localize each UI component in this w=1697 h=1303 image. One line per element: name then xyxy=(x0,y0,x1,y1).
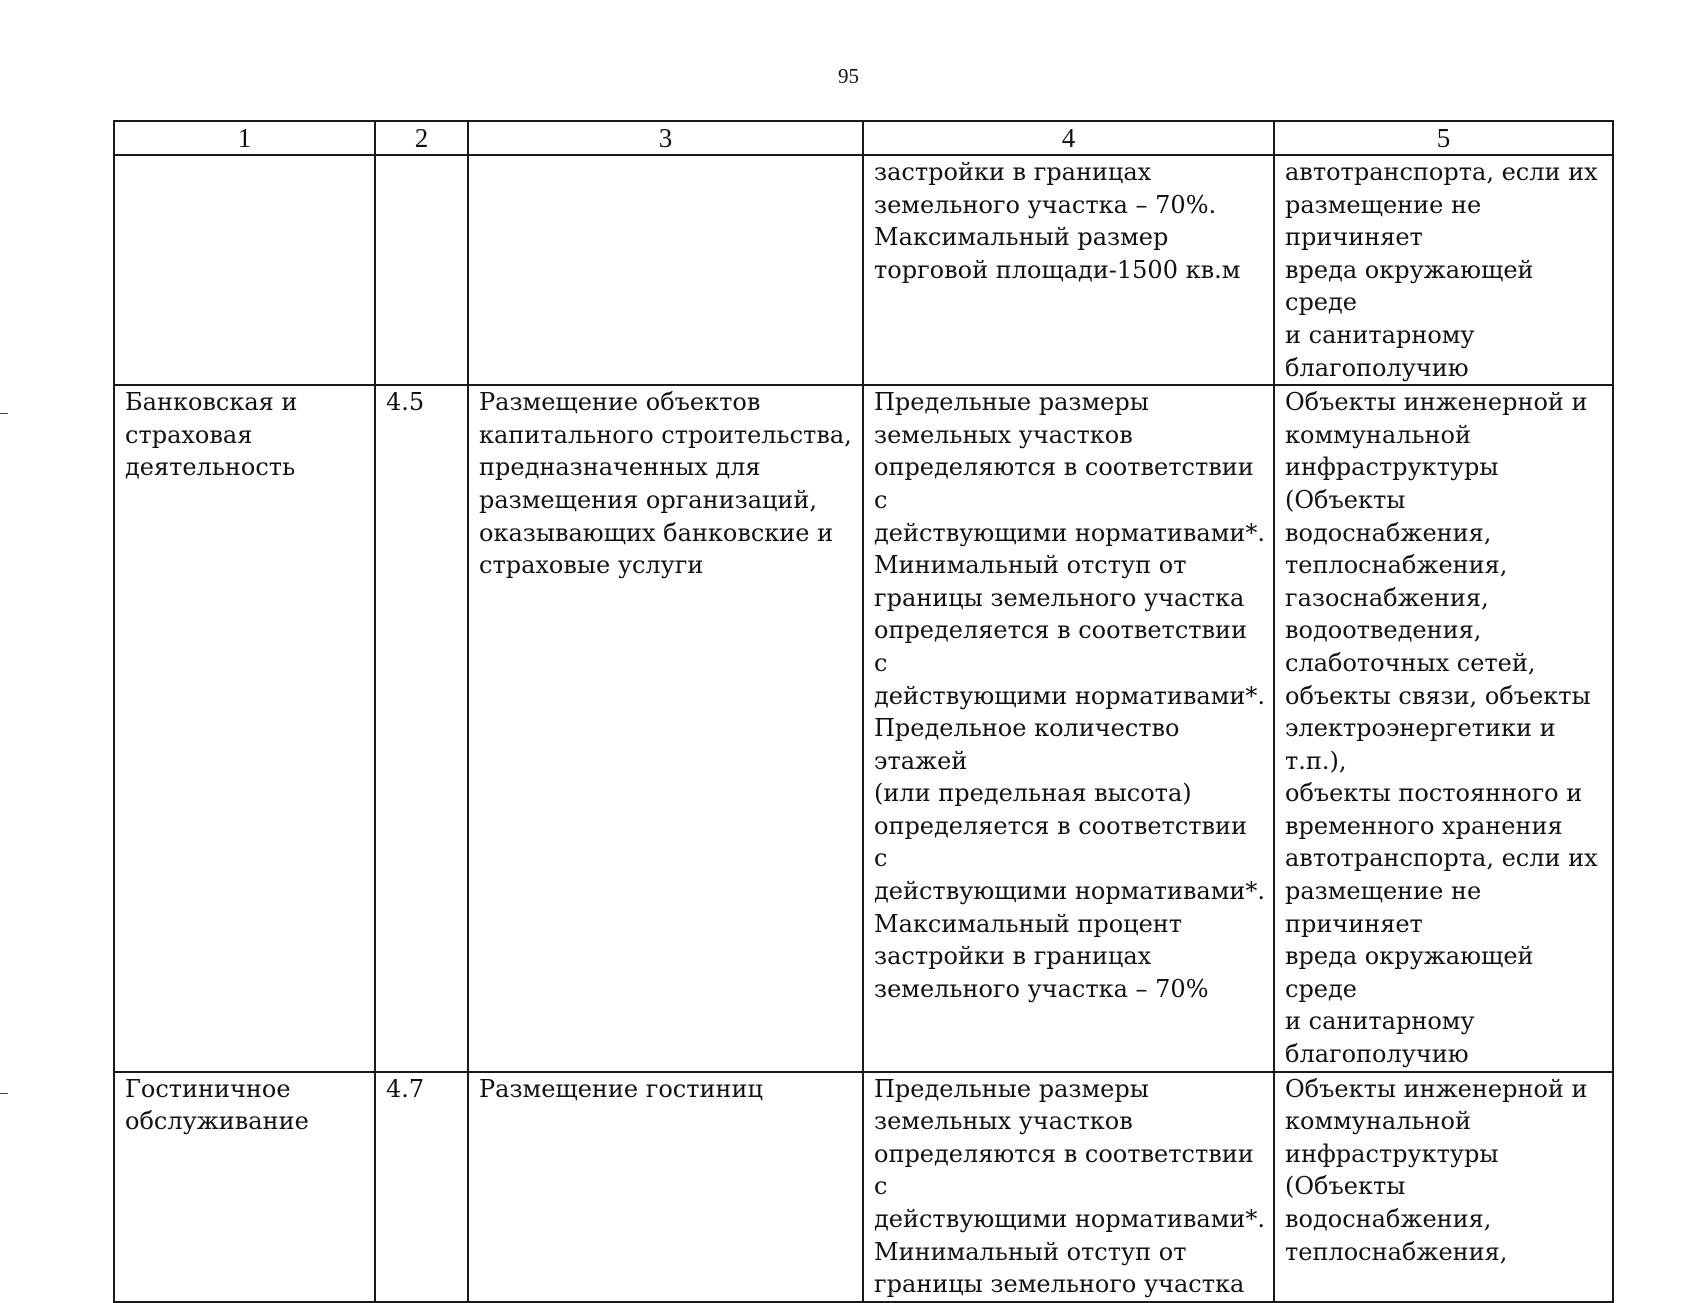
parameters-cell: Предельные размеры земельных участков определяются в соответствии с действующими нормативами*. Минимальный отступ от границы земельного участка определяется в соответствии с действующими нормативами*. Предельное количество этажей (или предельная высота) определяется в соответствии с действующими нормативами*. Максимальный процент застройки в границах земельного участка – 70% xyxy=(863,385,1274,1071)
page-number: 95 xyxy=(838,64,859,88)
table-row xyxy=(114,155,1613,385)
land-use-table xyxy=(113,120,1614,1303)
column-header: 2 xyxy=(375,121,468,155)
column-header: 3 xyxy=(468,121,863,155)
use-name-cell: Банковская и страховая деятельность xyxy=(114,385,375,1071)
auxiliary-uses-cell: Объекты инженерной и коммунальной инфраструктуры (Объекты водоснабжения, теплоснабжения, xyxy=(1274,1072,1613,1302)
use-code-cell xyxy=(375,155,468,385)
column-header: 5 xyxy=(1274,121,1613,155)
use-code-cell: 4.7 xyxy=(375,1072,468,1302)
use-description-cell: Размещение объектов капитального строительства, предназначенных для размещения организаций, оказывающих банковские и страховые услуги xyxy=(468,385,863,1071)
parameters-cell: Предельные размеры земельных участков определяются в соответствии с действующими нормативами*. Минимальный отступ от границы земельного участка xyxy=(863,1072,1274,1302)
table-row xyxy=(114,1072,1613,1302)
use-code-cell: 4.5 xyxy=(375,385,468,1071)
use-description-cell xyxy=(468,155,863,385)
table-row xyxy=(114,385,1613,1071)
use-name-cell: Гостиничное обслуживание xyxy=(114,1072,375,1302)
parameters-cell: застройки в границах земельного участка – 70%. Максимальный размер торговой площади-1500 кв.м xyxy=(863,155,1274,385)
use-name-cell xyxy=(114,155,375,385)
column-header: 4 xyxy=(863,121,1274,155)
margin-mark xyxy=(0,1093,8,1094)
margin-mark xyxy=(0,413,8,414)
use-description-cell: Размещение гостиниц xyxy=(468,1072,863,1302)
table-header-row xyxy=(114,121,1613,155)
column-header: 1 xyxy=(114,121,375,155)
auxiliary-uses-cell: автотранспорта, если их размещение не причиняет вреда окружающей среде и санитарному благополучию xyxy=(1274,155,1613,385)
auxiliary-uses-cell: Объекты инженерной и коммунальной инфраструктуры (Объекты водоснабжения, теплоснабжения, газоснабжения, водоотведения, слаботочных сетей, объекты связи, объекты электроэнергетики и т.п.), объекты постоянного и временного хранения автотранспорта, если их размещение не причиняет вреда окружающей среде и санитарному благополучию xyxy=(1274,385,1613,1071)
